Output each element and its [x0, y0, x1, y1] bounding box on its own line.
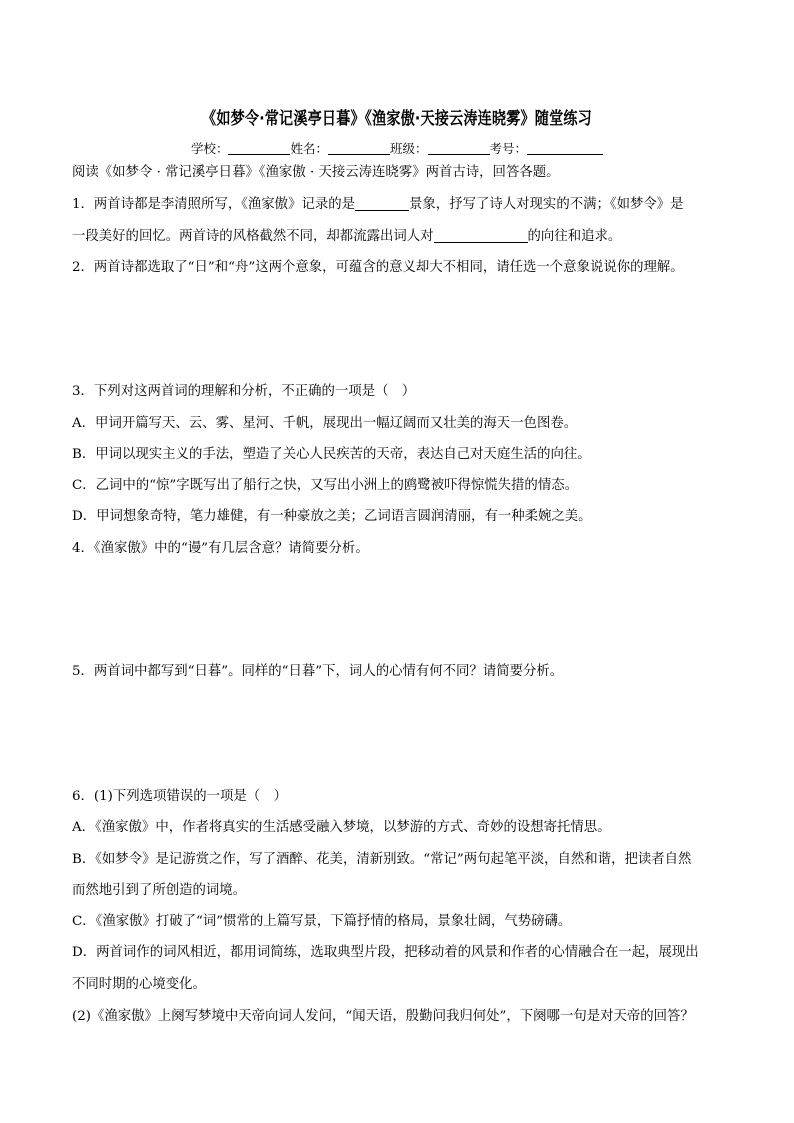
question-6-option-d-line-1: D．两首词作的词风相近，都用词简练，选取典型片段，把移动着的风景和作者的心情融合在一起，展现出	[72, 945, 699, 960]
question-2: 2．两首诗都选取了“日”和“舟”这两个意象，可蕴含的意义却大不相同，请任选一个意象说说你的理解。	[72, 260, 684, 275]
question-6-stem-2: (2)《渔家傲》上阕写梦境中天帝向词人发问，“闻天语，殷勤问我归何处”，下阕哪一句是对天帝的回答？	[72, 1009, 694, 1024]
q1-blank-2[interactable]	[434, 228, 528, 243]
question-4: 4．《渔家傲》中的“谩”有几层含意？请简要分析。	[72, 541, 369, 556]
school-label: 学校：	[190, 141, 229, 156]
question-6-option-d-line-2: 不同时期的心境变化。	[72, 977, 206, 992]
question-3-option-b: B．甲词以现实主义的手法，塑造了关心人民疾苦的天帝，表达自己对天庭生活的向往。	[72, 447, 591, 462]
intro-text: 阅读《如梦令 · 常记溪亭日暮》《渔家傲 · 天接云涛连晓雾》两首古诗，回答各题。	[72, 165, 560, 180]
question-6-option-b-line-1: B．《如梦令》是记游赏之作，写了酒醉、花美，清新别致。“常记”两句起笔平淡，自然和谐，把读者自然	[72, 852, 692, 867]
question-3-option-c: C．乙词中的“惊”字既写出了船行之快，又写出小洲上的鸥鹭被吓得惊慌失措的情态。	[72, 478, 578, 493]
name-blank[interactable]	[328, 141, 390, 155]
question-6-stem-1: 6．(1)下列选项错误的一项是（ ）	[72, 789, 287, 804]
school-blank[interactable]	[228, 141, 290, 155]
question-3-option-a: A．甲词开篇写天、云、雾、星河、千帆，展现出一幅辽阔而又壮美的海天一色图卷。	[72, 416, 578, 431]
question-6-option-a: A．《渔家傲》中，作者将真实的生活感受融入梦境，以梦游的方式、奇妙的设想寄托情思。	[72, 820, 611, 835]
question-3-option-d: D．甲词想象奇特，笔力雄健，有一种豪放之美；乙词语言圆润清丽，有一种柔婉之美。	[72, 509, 592, 524]
question-3-stem: 3．下列对这两首词的理解和分析，不正确的一项是（ ）	[72, 384, 416, 399]
exam-number-blank[interactable]	[527, 141, 603, 155]
question-6-option-c: C．《渔家傲》打破了“词”惯常的上篇写景，下篇抒情的格局，景象壮阔，气势磅礴。	[72, 914, 572, 929]
question-1-line-1: 1．两首诗都是李清照所写，《渔家傲》记录的是 景象，抒写了诗人对现实的不满；《如梦令》是	[72, 197, 684, 212]
question-6-option-b-line-2: 而然地引到了所创造的词境。	[72, 883, 247, 898]
student-info-line	[0, 139, 794, 157]
class-blank[interactable]	[428, 141, 490, 155]
name-label: 姓名：	[290, 141, 328, 156]
page-title: 《如梦令·常记溪亭日暮》《渔家傲·天接云涛连晓雾》随堂练习	[202, 109, 592, 129]
exam-number-label: 考号：	[489, 141, 528, 156]
question-1-line-2: 一段美好的回忆。两首诗的风格截然不同，却都流露出词人对 的向往和追求。	[72, 229, 622, 244]
q1-blank-1[interactable]	[355, 196, 409, 211]
question-5: 5．两首词中都写到“日暮”。同样的“日暮”下，词人的心情有何不同？请简要分析。	[72, 664, 564, 679]
class-label: 班级：	[390, 141, 428, 156]
